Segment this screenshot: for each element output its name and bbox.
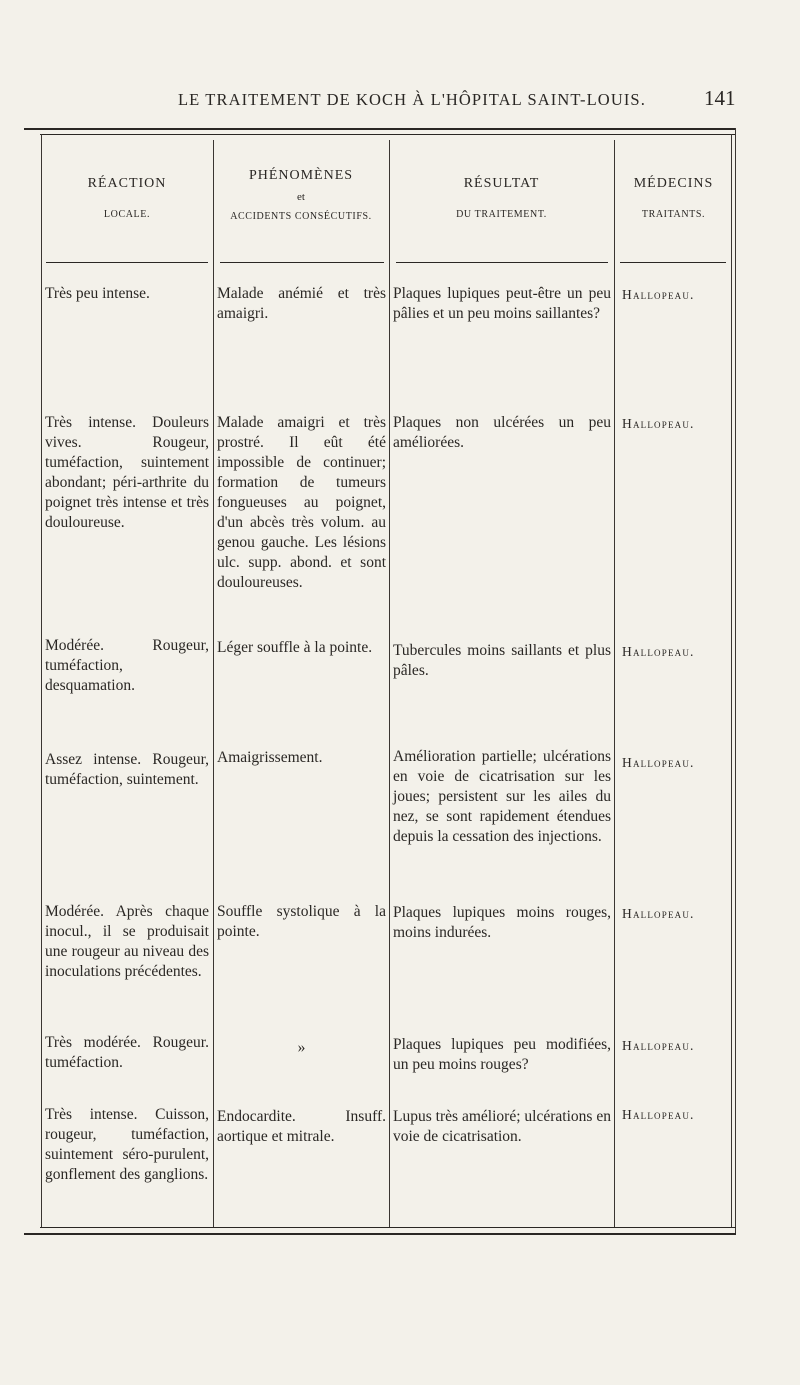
page-header <box>0 86 800 114</box>
table-cell-phenomenes: Amaigrissement. <box>217 749 323 766</box>
header-separator <box>220 262 384 263</box>
table-cell-medecin: Hallopeau. <box>622 1038 695 1053</box>
header-separator <box>396 262 608 263</box>
column-header-resultat-title: RÉSULTAT <box>463 176 540 191</box>
column-divider-3 <box>614 140 615 1227</box>
column-divider-1 <box>213 140 214 1227</box>
table-cell-reaction: Très modérée. Rougeur. tuméfaction. <box>45 1034 209 1071</box>
table-left-border <box>41 134 42 1227</box>
column-header-reaction-title: RÉACTION <box>87 176 167 191</box>
column-divider-2 <box>389 140 390 1227</box>
column-header-medecins-subtitle: TRAITANTS. <box>641 208 706 220</box>
table-cell-resultat: Lupus très amélioré; ulcérations en voie de cicatrisation. <box>393 1108 611 1145</box>
table-cell-resultat: Tubercules moins saillants et plus pâles. <box>393 642 611 679</box>
table-bottom-rule-thin <box>40 1227 736 1228</box>
table-top-rule-thin <box>40 134 736 135</box>
table-cell-medecin: Hallopeau. <box>622 287 695 302</box>
table-right-border-outer <box>735 128 736 1233</box>
column-header-reaction-subtitle: LOCALE. <box>103 208 151 220</box>
table-cell-medecin: Hallopeau. <box>622 1107 695 1122</box>
column-header-phenomenes-connector: et <box>297 190 305 203</box>
table-cell-reaction: Très intense. Douleurs vives. Rougeur, tuméfaction, suintement abondant; péri-arthrite du poignet très intense et très douloureuse. <box>45 414 209 531</box>
running-title: LE TRAITEMENT DE KOCH À L'HÔPITAL SAINT-LOUIS. <box>178 90 646 109</box>
table-cell-medecin: Hallopeau. <box>622 644 695 659</box>
table-cell-medecin: Hallopeau. <box>622 906 695 921</box>
table-cell-phenomenes: Malade amaigri et très prostré. Il eût été impossible de continuer; formation de tumeurs fongueuses au poignet, d'un abcès très volum. au genou gauche. Les lésions ulc. supp. abond. et sont douloureuses. <box>217 414 386 591</box>
column-header-phenomenes-subtitle: ACCIDENTS CONSÉCUTIFS. <box>230 211 372 223</box>
table-cell-reaction: Modérée. Après chaque inocul., il se produisait une rougeur au niveau des inoculations précédentes. <box>45 903 209 980</box>
table-cell-phenomenes: Souffle systolique à la pointe. <box>217 903 386 940</box>
header-separator <box>46 262 208 263</box>
column-header-medecins <box>617 175 730 221</box>
table-bottom-rule <box>24 1233 736 1235</box>
column-header-medecins-title: MÉDECINS <box>633 176 714 191</box>
table-cell-medecin: Hallopeau. <box>622 755 695 770</box>
page-number: 141 <box>704 86 736 110</box>
table-cell-reaction: Modérée. Rougeur, tuméfaction, desquamation. <box>45 637 209 694</box>
table-cell-phenomenes: Léger souffle à la pointe. <box>217 639 373 656</box>
table-cell-reaction: Assez intense. Rougeur, tuméfaction, suintement. <box>45 751 209 788</box>
table-cell-resultat: Plaques lupiques moins rouges, moins indurées. <box>393 904 611 941</box>
table-cell-phenomenes: » <box>297 1039 306 1056</box>
table-cell-phenomenes: Endocardite. Insuff. aortique et mitrale. <box>217 1108 386 1145</box>
table-right-border <box>731 134 732 1227</box>
table-cell-resultat: Plaques lupiques peu modifiées, un peu moins rouges? <box>393 1036 611 1073</box>
table-cell-resultat: Plaques lupiques peut-être un peu pâlies et un peu moins saillantes? <box>393 285 611 322</box>
header-separator <box>620 262 726 263</box>
table-top-rule <box>24 128 736 130</box>
table-cell-reaction: Très peu intense. <box>45 285 150 302</box>
table-cell-reaction: Très intense. Cuisson, rougeur, tuméfaction, suintement séro-purulent, gonflement des ganglions. <box>45 1106 209 1183</box>
column-header-phenomenes <box>216 167 386 224</box>
table-cell-resultat: Plaques non ulcérées un peu améliorées. <box>393 414 611 451</box>
column-header-resultat <box>392 175 611 221</box>
column-header-reaction <box>44 175 210 221</box>
table-cell-resultat: Amélioration partielle; ulcérations en voie de cicatrisation sur les joues; persistent sur les ailes du nez, se sont rapidement étendues depuis la cessation des injections. <box>393 748 611 845</box>
column-header-resultat-subtitle: DU TRAITEMENT. <box>456 208 547 220</box>
column-header-phenomenes-title: PHÉNOMÈNES <box>248 168 354 183</box>
table-cell-medecin: Hallopeau. <box>622 416 695 431</box>
table-cell-phenomenes: Malade anémié et très amaigri. <box>217 285 386 322</box>
